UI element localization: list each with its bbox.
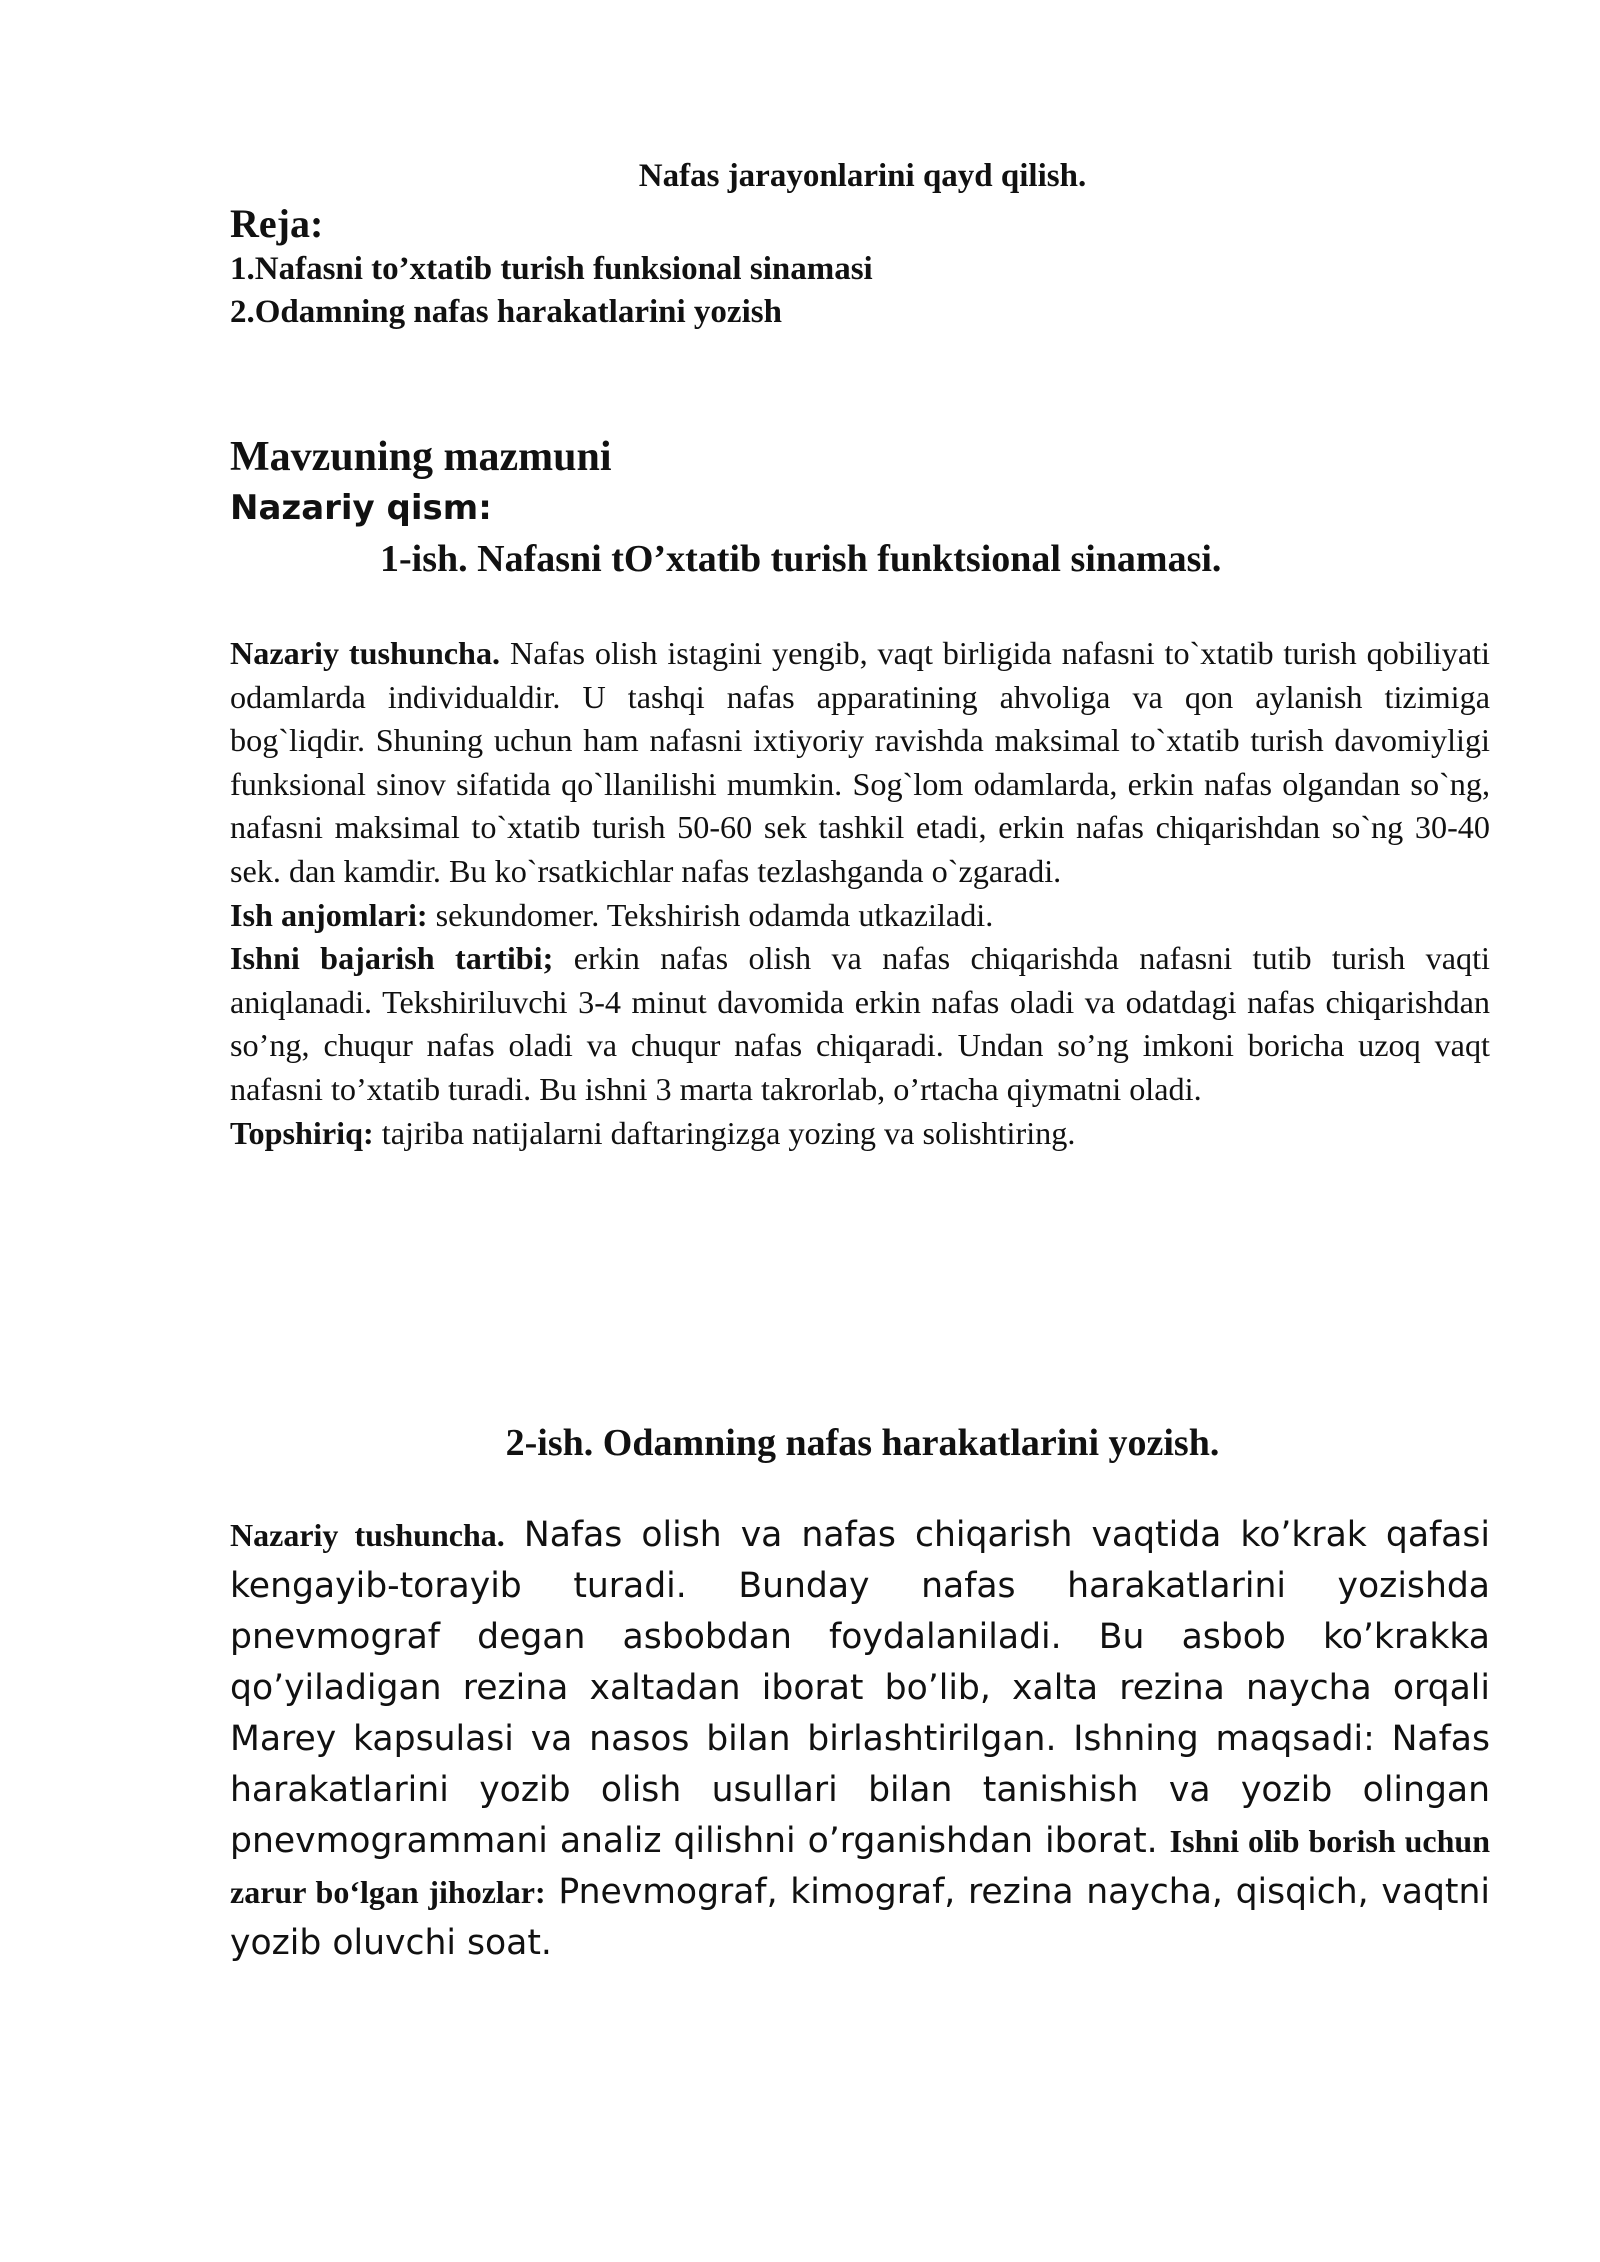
work2-concept-label: Nazariy tushuncha. xyxy=(230,1517,505,1553)
plan-heading: Reja: xyxy=(230,201,324,246)
work1-task-label: Topshiriq: xyxy=(230,1114,374,1151)
plan-list xyxy=(230,248,873,334)
work1-procedure-label: Ishni bajarish tartibi; xyxy=(230,940,554,977)
content-heading: Mavzuning mazmuni xyxy=(230,434,612,480)
work1-tools-text: sekundomer. Tekshirish odamda utkaziladi. xyxy=(427,896,994,933)
work1-task-paragraph xyxy=(230,1112,1490,1156)
work2-concept-text: Nafas olish va nafas chiqarish vaqtida ko’krak qafasi kengayib-torayib turadi. Bunday nafas harakatlarini yozishda pnevmograf degan asbobdan foydalaniladi. Bu asbob ko’krakka qo’yiladigan rezina xaltadan iborat bo’lib, xalta rezina naycha orqali Marey kapsulasi va nasos bilan birlashtirilgan. Ishning maqsadi: Nafas harakatlarini yozib olish usullari bilan tanishish va yozib olingan pnevmogrammani analiz qilishni o’rganishdan iborat. xyxy=(230,1515,1490,1861)
document-title: Nafas jarayonlarini qayd qilish. xyxy=(638,158,1087,194)
work1-concept-paragraph xyxy=(230,632,1490,894)
work1-concept-label: Nazariy tushuncha. xyxy=(230,635,501,671)
plan-item: 2.Odamning nafas harakatlarini yozish xyxy=(230,294,782,330)
work1-section xyxy=(230,632,1490,1155)
work1-procedure-paragraph xyxy=(230,937,1490,1111)
work1-tools-paragraph xyxy=(230,894,1490,938)
work1-concept-text: Nafas olish istagini yengib, vaqt birligida nafasni to`xtatib turish qobiliyati odamlarda individualdir. U tashqi nafas apparatining ahvoliga va qon aylanish tizimiga bog`liqdir. Shuning uchun ham nafasni ixtiyoriy ravishda maksimal to`xtatib turish davomiyligi funksional sinov sifatida qo`llanilishi mumkin. Sog`lom odamlarda, erkin nafas olgandan so`ng, nafasni maksimal to`xtatib turish 50-60 sek tashkil etadi, erkin nafas chiqarishdan so`ng 30-40 sek. dan kamdir. Bu ko`rsatkichlar nafas tezlashganda o`zgaradi. xyxy=(230,635,1490,889)
work1-tools-label: Ish anjomlari: xyxy=(230,896,428,933)
work2-equipment-label: Ishni olib borish uchun zarur bo‘lgan jihozlar: xyxy=(230,1823,1491,1910)
work1-task-text: tajriba natijalarni daftaringizga yozing va solishtiring. xyxy=(373,1114,1076,1151)
work1-heading: 1-ish. Nafasni tO’xtatib turish funktsional sinamasi. xyxy=(380,538,1222,580)
work2-heading: 2-ish. Odamning nafas harakatlarini yozish. xyxy=(505,1422,1220,1464)
work1-procedure-text: erkin nafas olish va nafas chiqarishda nafasni tutib turish vaqti aniqlanadi. Tekshiriluvchi 3-4 minut davomida erkin nafas oladi va odatdagi nafas chiqarishdan so’ng, chuqur nafas oladi va chuqur nafas chiqaradi. Undan so’ng imkoni boricha uzoq vaqt nafasni to’xtatib turadi. Bu ishni 3 marta takrorlab, o’rtacha qiymatni oladi. xyxy=(230,940,1490,1107)
work2-equipment-text: Pnevmograf, kimograf, rezina naycha, qisqich, vaqtni yozib oluvchi soat. xyxy=(230,1872,1490,1963)
plan-item: 1.Nafasni to’xtatib turish funksional sinamasi xyxy=(230,251,873,287)
theory-heading: Nazariy qism: xyxy=(230,488,492,528)
work2-paragraph xyxy=(230,1510,1490,1969)
